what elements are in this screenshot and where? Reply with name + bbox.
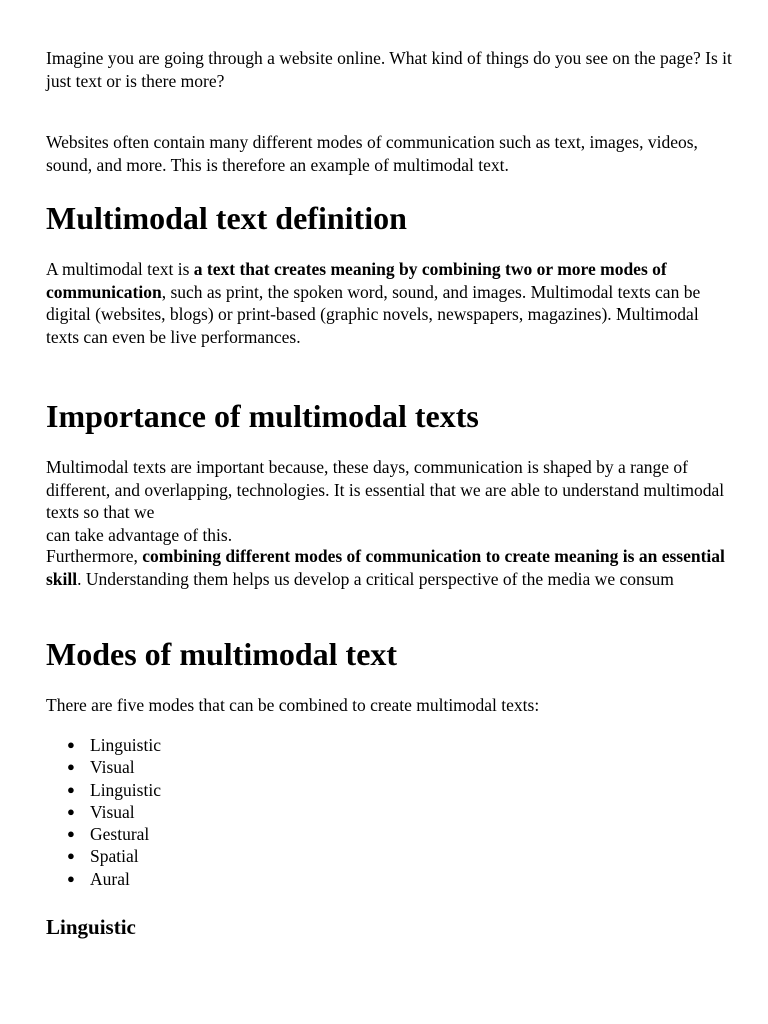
list-item (46, 734, 161, 756)
definition-paragraph (46, 258, 736, 348)
importance-paragraph-2 (46, 545, 736, 590)
list-item (46, 801, 161, 823)
modes-list (46, 734, 161, 890)
importance-text-line2: can take advantage of this. (46, 524, 233, 545)
definition-bold-text: a text that creates meaning by combining two or more modes of communication (46, 259, 667, 302)
bullet-icon: ● (67, 781, 75, 797)
bullet-icon: ● (67, 759, 75, 775)
modes-heading: Modes of multimodal text (46, 636, 398, 672)
importance-text-tail: . Understanding them helps us develop a critical perspective of the media we consum (77, 568, 674, 589)
definition-text-tail: , such as print, the spoken word, sound, and images. Multimodal texts can be digital (websites, blogs) or print-based (graphic novels, newspapers, magazines). Multimodal texts can even be live performances. (46, 281, 701, 347)
linguistic-heading: Linguistic (46, 915, 136, 939)
list-item-label: Aural (90, 868, 130, 889)
list-item-label: Gestural (90, 824, 150, 845)
importance-text-lead: Furthermore, (46, 546, 143, 566)
bullet-icon: ● (67, 870, 75, 886)
bullet-icon: ● (67, 848, 75, 864)
intro-paragraph-2: Websites often contain many different modes of communication such as text, images, videos, sound, and more. This is therefore an example of multimodal text. (46, 132, 698, 175)
list-item (46, 756, 161, 778)
importance-text-line1: Multimodal texts are important because, these days, communication is shaped by a range of different, and overlapping, technologies. It is essential that we are able to understand multimodal texts so that we (46, 457, 725, 522)
list-item-label: Linguistic (90, 779, 161, 800)
intro-paragraph-1: Imagine you are going through a website online. What kind of things do you see on the page? Is it just text or is there more? (46, 48, 732, 91)
bullet-icon: ● (67, 826, 75, 842)
importance-heading: Importance of multimodal texts (46, 398, 479, 434)
list-item (46, 823, 161, 845)
list-item-label: Spatial (90, 846, 139, 867)
list-item-label: Linguistic (90, 735, 161, 755)
definition-heading: Multimodal text definition (46, 200, 407, 236)
list-item (46, 779, 161, 801)
importance-paragraph (46, 456, 736, 546)
list-item-label: Visual (90, 757, 135, 778)
modes-intro: There are five modes that can be combined to create multimodal texts: (46, 695, 540, 715)
definition-text-lead: A multimodal text is (46, 259, 194, 279)
bullet-icon: ● (67, 737, 75, 752)
list-item (46, 868, 161, 890)
list-item (46, 845, 161, 867)
importance-bold-text: combining different modes of communication to create meaning is an essential skill (46, 546, 725, 589)
bullet-icon: ● (67, 803, 75, 819)
list-item-label: Visual (90, 801, 135, 822)
